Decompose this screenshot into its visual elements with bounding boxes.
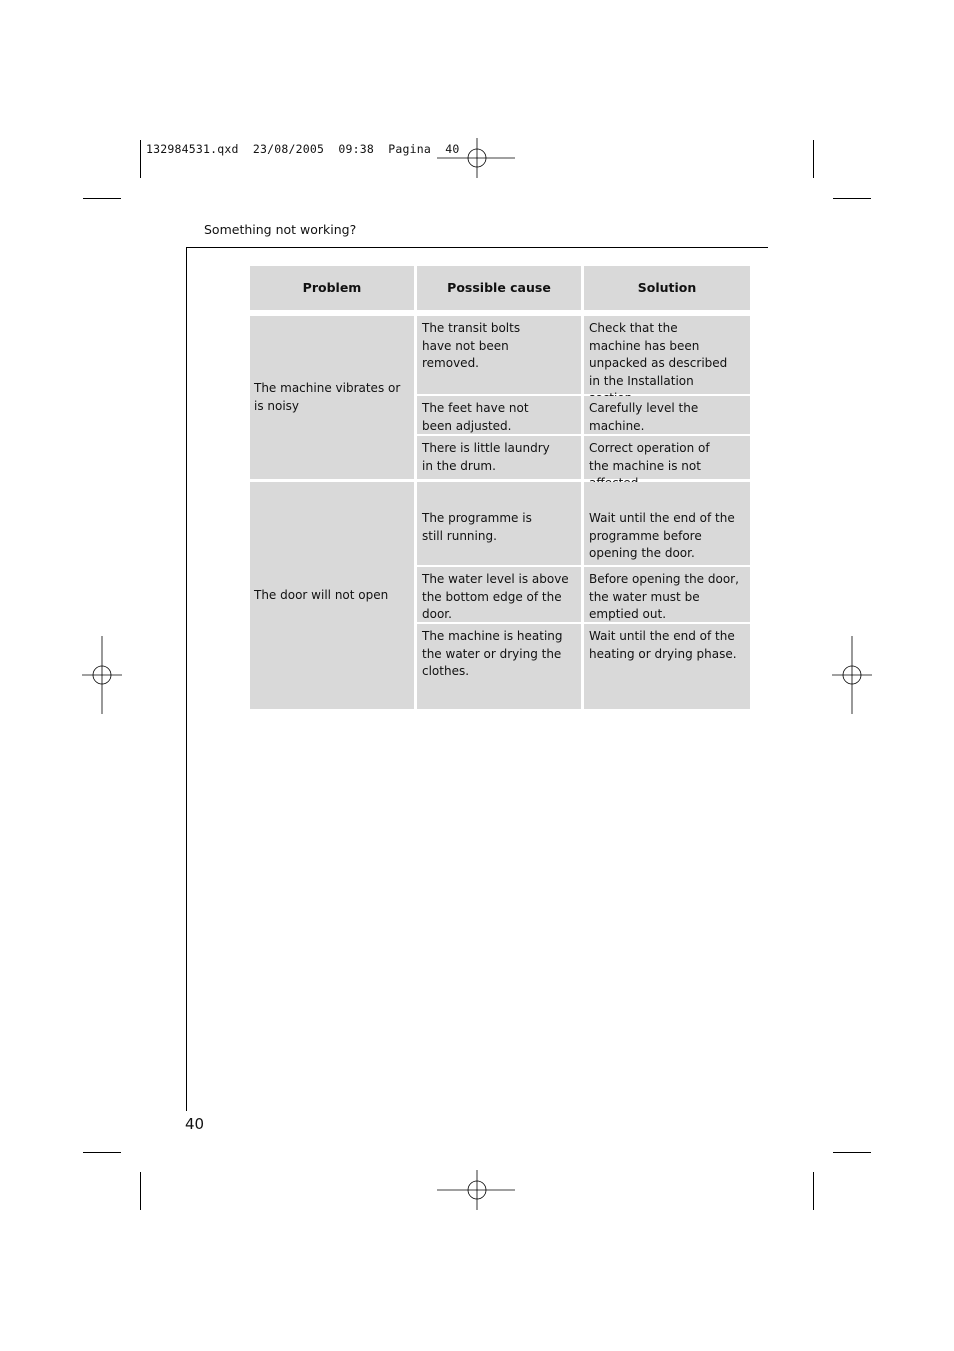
cause-cell: The programme is still running.: [417, 482, 581, 565]
solution-cell: Wait until the end of the heating or drying phase.: [584, 624, 750, 709]
cause-cell: There is little laundry in the drum.: [417, 436, 581, 479]
cause-cell: The water level is above the bottom edge of the door.: [417, 567, 581, 622]
solution-cell: Wait until the end of the programme before opening the door.: [584, 482, 750, 565]
cause-cell: The machine is heating the water or drying the clothes.: [417, 624, 581, 709]
page-number: 40: [185, 1115, 205, 1133]
registration-mark-right: [832, 636, 872, 714]
registration-mark-left: [82, 636, 122, 714]
solution-cell: Check that the machine has been unpacked as described in the Installation: [584, 316, 750, 394]
problem-cell: [250, 316, 414, 479]
section-title: Something not working?: [204, 222, 357, 237]
header-solution: Solution: [584, 266, 750, 310]
page-frame-left: [186, 247, 187, 1111]
cause-cell: The transit bolts have not been removed.: [417, 316, 581, 394]
header-possible-cause: Possible cause: [417, 266, 581, 310]
print-slug: 132984531.qxd 23/08/2005 09:38 Pagina 40: [146, 142, 460, 156]
page-frame-top: [186, 247, 768, 248]
registration-mark-bottom: [437, 1170, 517, 1210]
problem-cell: [250, 482, 414, 709]
problem-text: The machine vibrates or is noisy: [254, 381, 401, 413]
solution-cell: Correct operation of the machine is not: [584, 436, 750, 479]
problem-text: The door will not open: [254, 587, 389, 602]
registration-mark-top: [437, 138, 517, 178]
header-problem: Problem: [250, 266, 414, 310]
solution-cell: Carefully level the machine.: [584, 396, 750, 434]
solution-cell: Before opening the door, the water must be emptied out.: [584, 567, 750, 622]
cause-cell: The feet have not been adjusted.: [417, 396, 581, 434]
